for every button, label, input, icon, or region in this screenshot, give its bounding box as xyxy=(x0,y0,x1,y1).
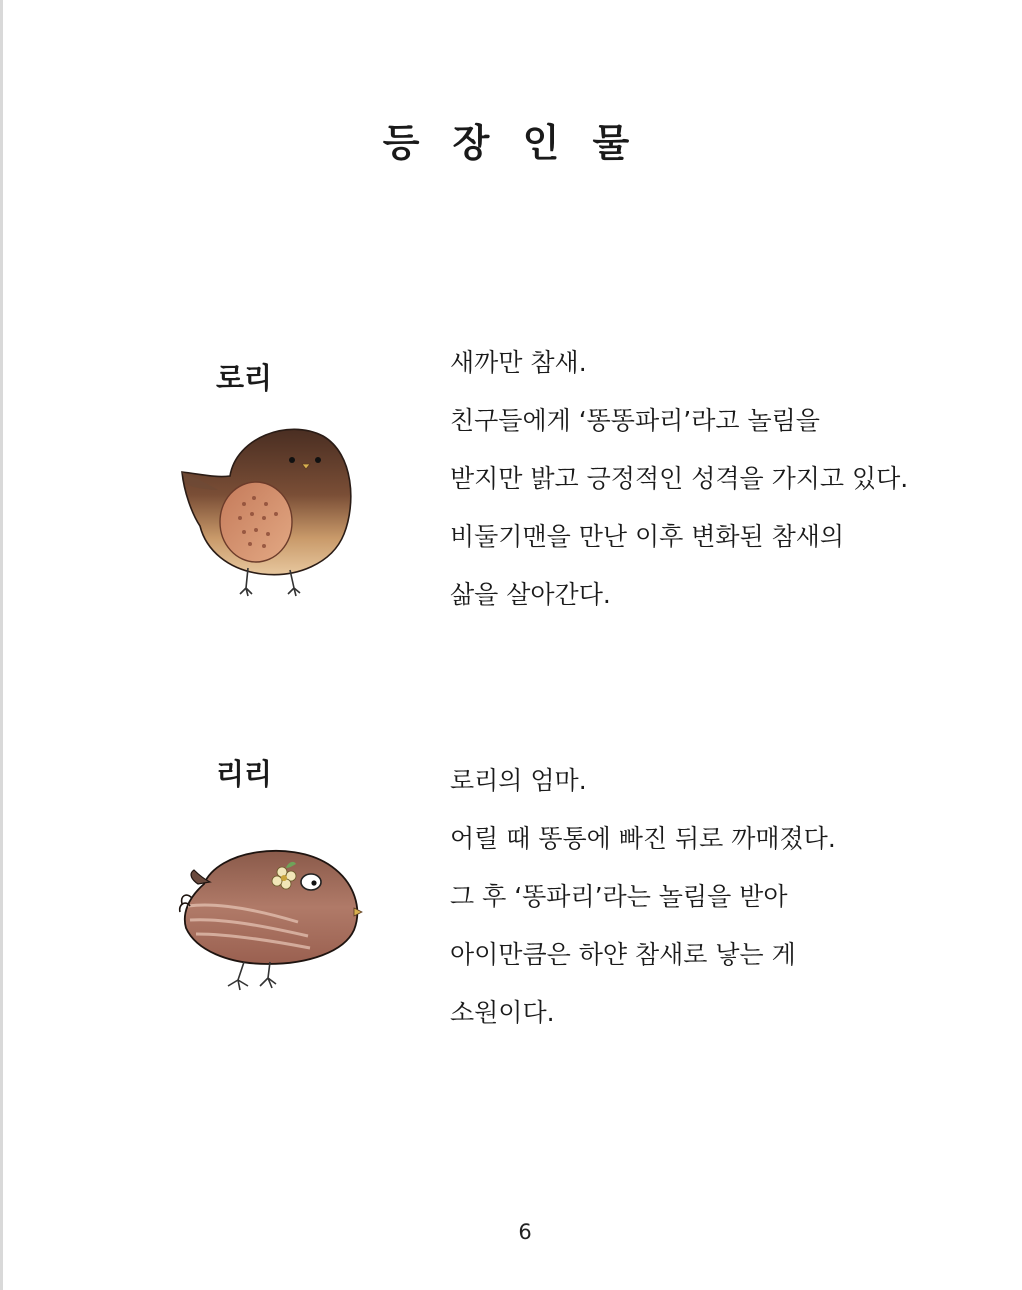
rori-description xyxy=(450,346,970,636)
page-edge xyxy=(0,0,3,1290)
rori-description-line: 친구들에게 ‘똥똥파리’라고 놀림을 xyxy=(450,406,820,435)
rori-description-line: 새까만 참새. xyxy=(450,348,587,377)
rori-description-line: 비둘기맨을 만난 이후 변화된 참새의 xyxy=(450,522,845,551)
riri-description-line: 그 후 ‘똥파리’라는 놀림을 받아 xyxy=(450,882,788,911)
riri-bird-illustration xyxy=(178,840,368,995)
rori-description-line: 삶을 살아간다. xyxy=(450,580,611,609)
riri-description-line: 소원이다. xyxy=(450,998,555,1027)
riri-description-line: 아이만큼은 하얀 참새로 낳는 게 xyxy=(450,940,796,969)
riri-description-line: 로리의 엄마. xyxy=(450,766,587,795)
rori-description-line: 받지만 밝고 긍정적인 성격을 가지고 있다. xyxy=(450,464,909,493)
character-name-rori: 로리 xyxy=(216,361,273,395)
page-title: 등 장 인 물 xyxy=(382,121,640,165)
riri-description-line: 어릴 때 똥통에 빠진 뒤로 까매졌다. xyxy=(450,824,836,853)
character-name-riri: 리리 xyxy=(216,757,273,791)
rori-bird-illustration xyxy=(178,418,360,598)
riri-description xyxy=(450,764,970,1054)
page-number: 6 xyxy=(518,1220,532,1244)
